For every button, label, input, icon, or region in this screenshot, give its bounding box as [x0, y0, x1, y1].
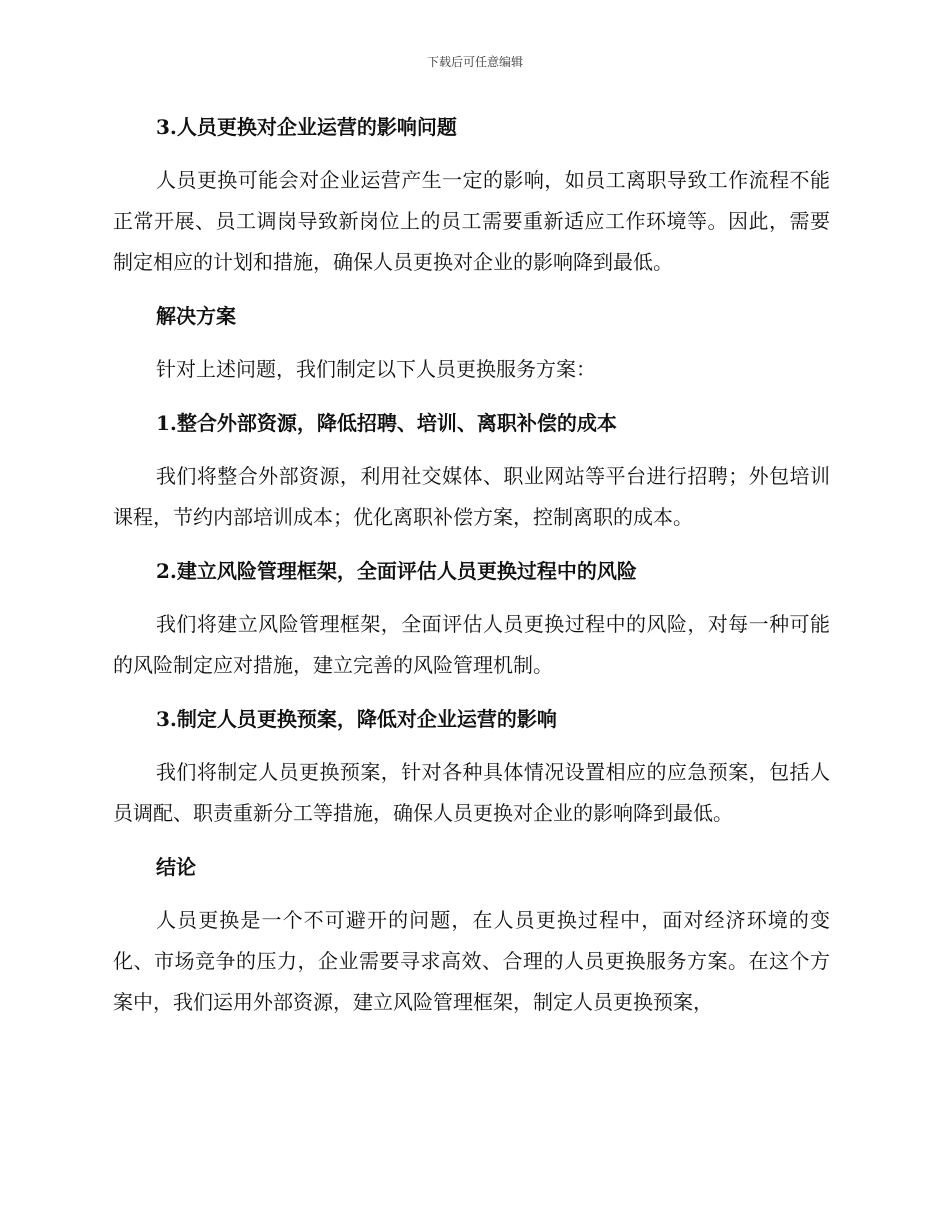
paragraph-impact: 人员更换可能会对企业运营产生一定的影响，如员工离职导致工作流程不能正常开展、员工调岗导致新岗位上的员工需要重新适应工作环境等。因此，需要制定相应的计划和措施，确保人员更换对企业的影响降到最低。	[113, 168, 830, 274]
section-heading-solution: 解决方案	[156, 304, 236, 328]
page-header: 下载后可任意编辑	[426, 55, 523, 69]
document-body	[113, 107, 830, 1036]
paragraph-solution-intro: 针对上述问题，我们制定以下人员更换服务方案：	[156, 357, 596, 381]
section-heading-impact: 3.人员更换对企业运营的影响问题	[156, 115, 457, 139]
paragraph-contingency-plan: 我们将制定人员更换预案，针对各种具体情况设置相应的应急预案，包括人员调配、职责重新分工等措施，确保人员更换对企业的影响降到最低。	[113, 760, 830, 825]
section-heading-risk-framework: 2.建立风险管理框架，全面评估人员更换过程中的风险	[156, 559, 637, 583]
paragraph-risk-framework: 我们将建立风险管理框架，全面评估人员更换过程中的风险，对每一种可能的风险制定应对措施，建立完善的风险管理机制。	[113, 612, 830, 677]
paragraph-integrate-resources: 我们将整合外部资源，利用社交媒体、职业网站等平台进行招聘；外包培训课程，节约内部培训成本；优化离职补偿方案，控制离职的成本。	[113, 464, 830, 529]
section-heading-integrate-resources: 1.整合外部资源，降低招聘、培训、离职补偿的成本	[156, 411, 617, 435]
paragraph-conclusion: 人员更换是一个不可避开的问题，在人员更换过程中，面对经济环境的变化、市场竞争的压力，企业需要寻求高效、合理的人员更换服务方案。在这个方案中，我们运用外部资源，建立风险管理框架，制定人员更换预案，	[113, 908, 830, 1014]
section-heading-conclusion: 结论	[156, 855, 196, 879]
section-heading-contingency-plan: 3.制定人员更换预案，降低对企业运营的影响	[156, 707, 557, 731]
